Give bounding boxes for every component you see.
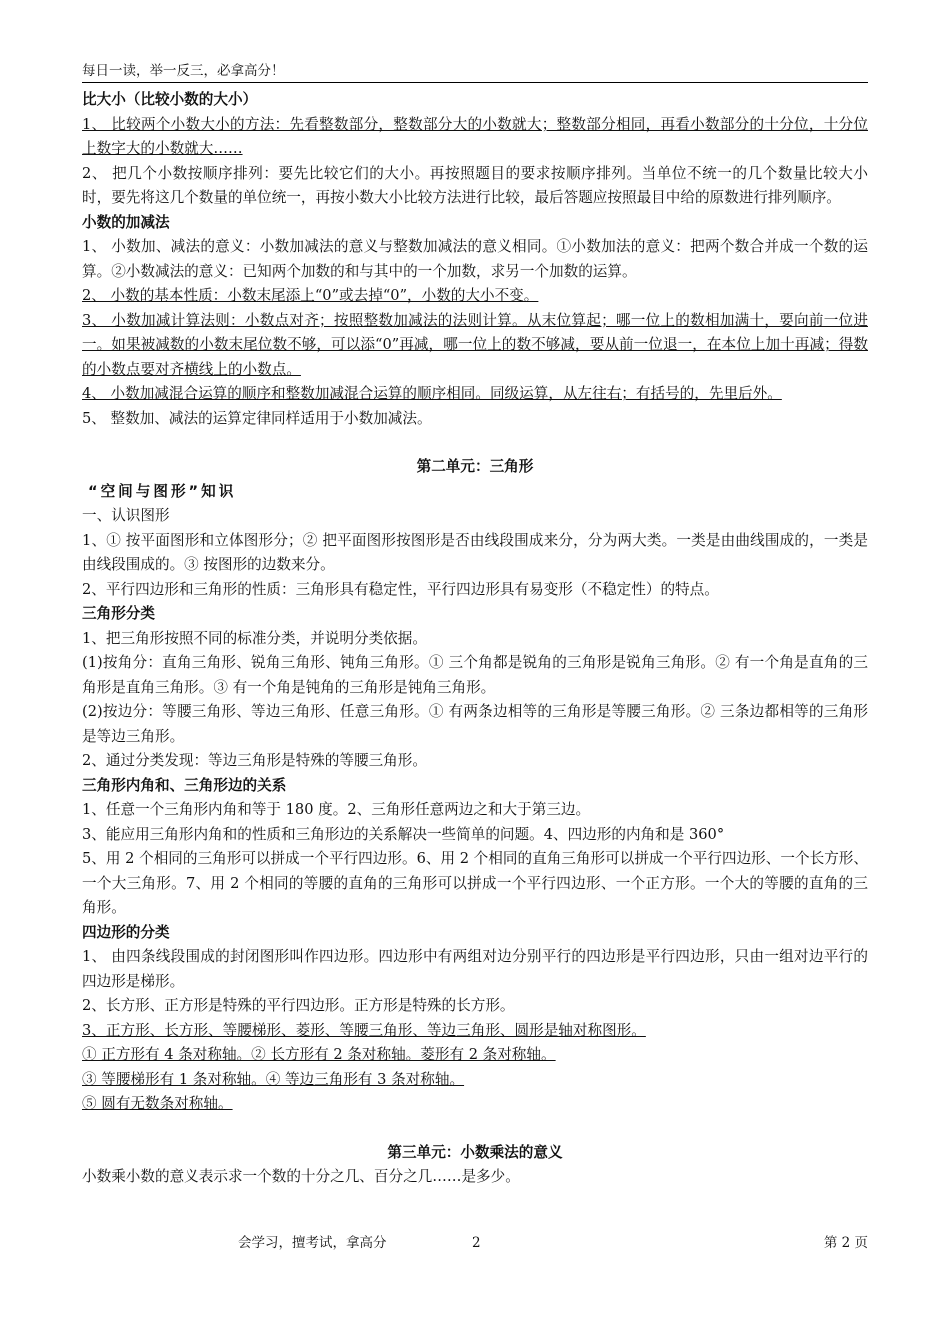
underlined-text: 3、正方形、长方形、等腰梯形、菱形、等腰三角形、等边三角形、圆形是轴对称图形。 [82, 1021, 646, 1039]
paragraph [82, 1092, 868, 1117]
paragraph: 2、通过分类发现：等边三角形是特殊的等腰三角形。 [82, 752, 427, 769]
unit-title: 第二单元：三角形 [416, 458, 534, 475]
footer-page-label: 第 2 页 [823, 1235, 868, 1251]
spacer [82, 1117, 868, 1141]
paragraph: 1、 由四条线段围成的封闭图形叫作四边形。四边形中有两组对边分别平行的四边形是平行四边形，只由一组对边平行的四边形是梯形。 [82, 948, 868, 990]
unit-title: 第三单元：小数乘法的意义 [387, 1143, 563, 1161]
paragraph [82, 284, 868, 309]
section-heading: 三角形内角和、三角形边的关系 [82, 776, 287, 794]
underlined-text: 4、 小数加减混合运算的顺序和整数加减混合运算的顺序相同。同级运算，从左往右；有括号的，先里后外。 [82, 385, 782, 402]
section-heading: 三角形分类 [82, 605, 155, 622]
underlined-text: 3、 小数加减计算法则：小数点对齐；按照整数加减法的法则计算。从末位算起；哪一位上的数相加满十，要向前一位进一。如果被减数的小数末尾位数不够，可以添“0”再减，哪一位上的数不够减，要从前一位退一，在本位上加十再减；得数的小数点要对齐横线上的小数点。 [82, 311, 868, 378]
page-footer [82, 1232, 868, 1254]
paragraph: (1)按角分：直角三角形、锐角三角形、钝角三角形。① 三个角都是锐角的三角形是锐角三角形。② 有一个角是直角的三角形是直角三角形。③ 有一个角是钝角的三角形是钝角三角形。 [82, 654, 868, 696]
footer-page-number: 2 [472, 1235, 481, 1251]
underlined-text: 2、 小数的基本性质：小数末尾添上“0”或去掉“0”，小数的大小不变。 [82, 287, 539, 304]
paragraph: 1、 小数加、减法的意义：小数加减法的意义与整数加减法的意义相同。①小数加法的意义：把两个数合并成一个数的运算。②小数减法的意义：已知两个加数的和与其中的一个加数，求另一个加数的运算。 [82, 238, 868, 280]
paragraph: 2、 把几个小数按顺序排列：要先比较它们的大小。再按照题目的要求按顺序排列。当单位不统一的几个数量比较大小时，要先将这几个数量的单位统一，再按小数大小比较方法进行比较，最后答题应按照最目中给的原数进行排列顺序。 [82, 164, 868, 206]
paragraph: 2、长方形、正方形是特殊的平行四边形。正方形是特殊的长方形。 [82, 997, 515, 1014]
paragraph: 小数乘小数的意义表示求一个数的十分之几、百分之几……是多少。 [82, 1168, 520, 1185]
underlined-text: 1、 比较两个小数大小的方法：先看整数部分，整数部分大的小数就大；整数部分相同，再看小数部分的十分位，十分位上数字大的小数就大…… [82, 115, 868, 157]
paragraph [82, 1043, 868, 1068]
spacer [82, 431, 868, 455]
paragraph: 2、平行四边形和三角形的性质：三角形具有稳定性，平行四边形具有易变形（不稳定性）的特点。 [82, 580, 719, 598]
paragraph: 3、能应用三角形内角和的性质和三角形边的关系解决一些简单的问题。4、四边形的内角和是 360° [82, 825, 725, 843]
footer-slogan: 会学习，擅考试，拿高分 [238, 1235, 387, 1251]
underlined-text: ③ 等腰梯形有 1 条对称轴。④ 等边三角形有 3 条对称轴。 [82, 1070, 465, 1088]
paragraph: 1、把三角形按照不同的标准分类，并说明分类依据。 [82, 629, 427, 647]
underlined-text: ⑤ 圆有无数条对称轴。 [82, 1095, 233, 1112]
paragraph: 1、① 按平面图形和立体图形分；② 把平面图形按图形是否由线段围成来分，分为两大类。一类是由曲线围成的，一类是由线段围成的。③ 按图形的边数来分。 [82, 531, 868, 573]
knowledge-heading: “空间与图形”知识 [88, 482, 237, 500]
paragraph: 1、任意一个三角形内角和等于 180 度。2、三角形任意两边之和大于第三边。 [82, 801, 591, 818]
paragraph: 一、认识图形 [82, 507, 170, 524]
paragraph: 5、用 2 个相同的三角形可以拼成一个平行四边形。6、用 2 个相同的直角三角形可以拼成一个平行四边形、一个长方形、一个大三角形。7、用 2 个相同的等腰的直角的三角形可以拼成一个平行四边形、一个正方形。一个大的等腰的直角的三角形。 [82, 850, 868, 916]
paragraph [82, 382, 868, 407]
underlined-text: ① 正方形有 4 条对称轴。② 长方形有 2 条对称轴。菱形有 2 条对称轴。 [82, 1046, 556, 1063]
paragraph [82, 309, 868, 383]
document-body [82, 88, 868, 1190]
page-header: 每日一读，举一反三，必拿高分！ [82, 60, 868, 83]
paragraph: 5、 整数加、减法的运算定律同样适用于小数加减法。 [82, 409, 432, 427]
paragraph [82, 113, 868, 162]
paragraph [82, 1019, 868, 1044]
paragraph [82, 1068, 868, 1093]
section-heading: 小数的加减法 [82, 213, 170, 231]
section-heading: 四边形的分类 [82, 923, 170, 941]
section-heading: 比大小（比较小数的大小） [82, 91, 258, 108]
paragraph: (2)按边分：等腰三角形、等边三角形、任意三角形。① 有两条边相等的三角形是等腰三角形。② 三条边都相等的三角形是等边三角形。 [82, 703, 868, 745]
